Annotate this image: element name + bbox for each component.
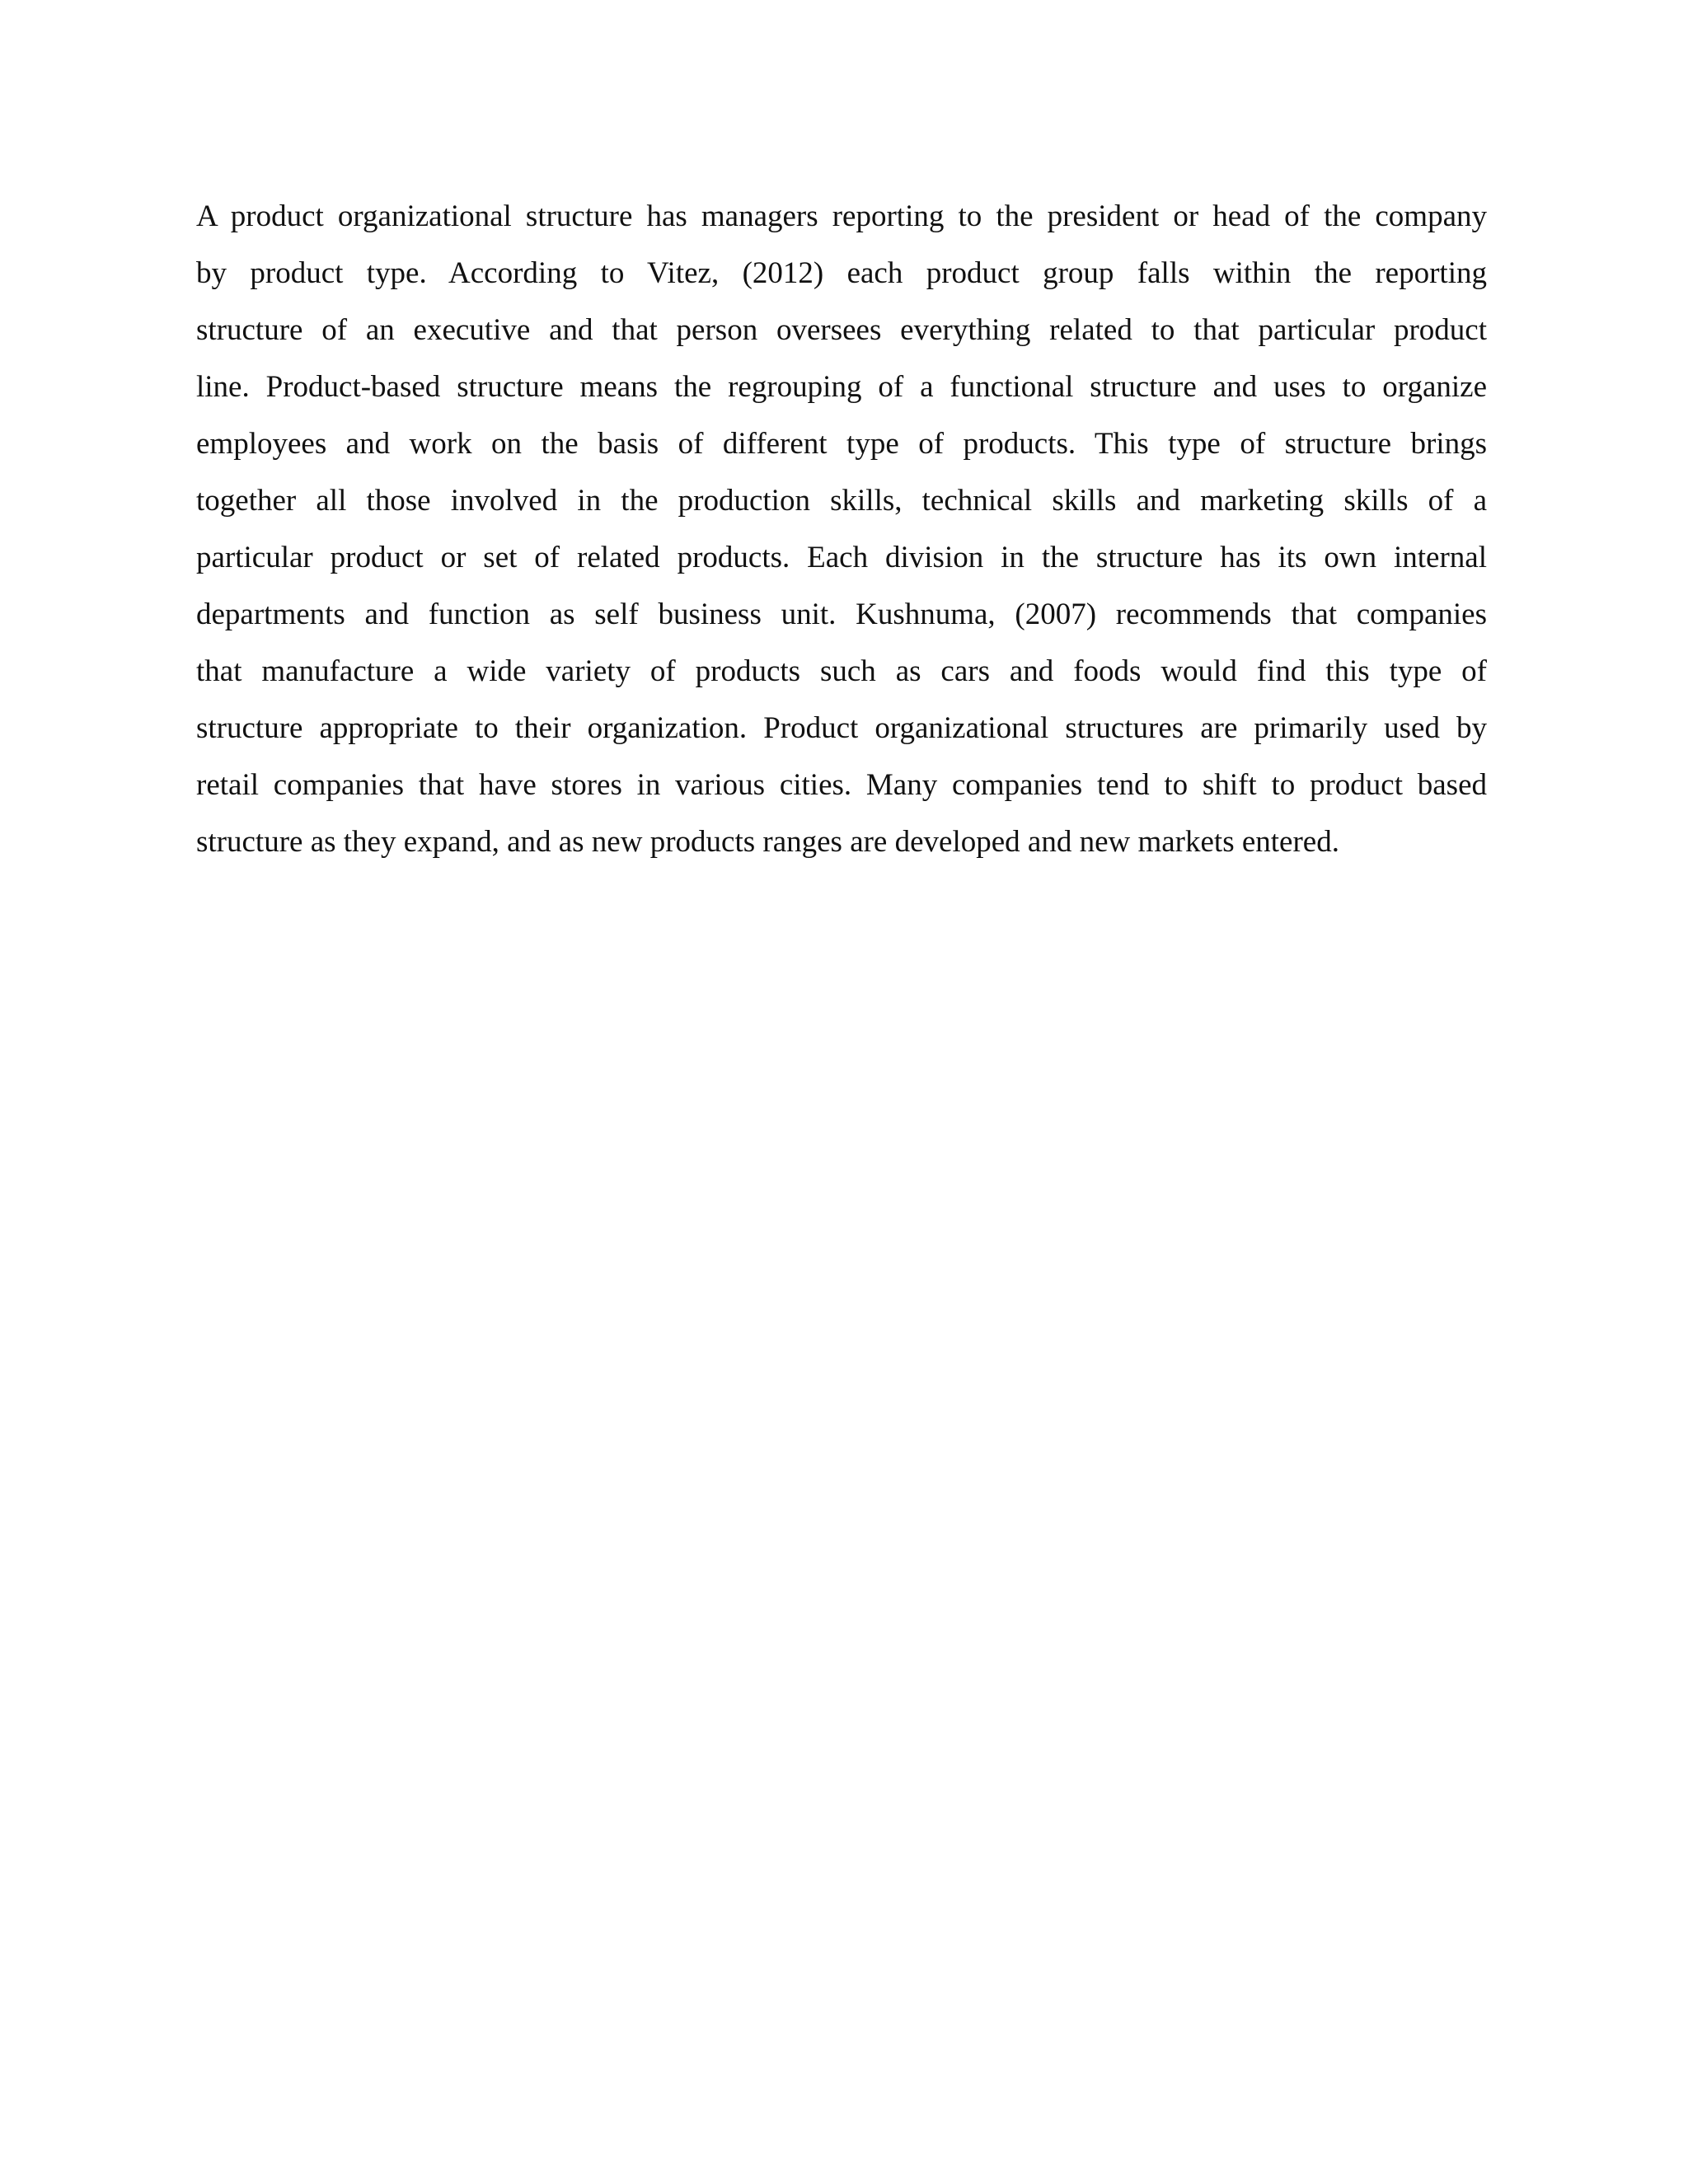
paragraph-line: line. Product-based structure means the regrouping of a functional structure and uses to organize [196,370,1487,404]
paragraph-line: structure appropriate to their organization. Product organizational structures are primarily used by [196,711,1487,745]
paragraph-line-last: structure as they expand, and as new products ranges are developed and new markets entered. [196,825,1339,859]
body-paragraph [196,188,1487,870]
paragraph-line: retail companies that have stores in various cities. Many companies tend to shift to product based [196,768,1487,802]
paragraph-line: structure of an executive and that person oversees everything related to that particular product [196,313,1487,347]
paragraph-line: that manufacture a wide variety of products such as cars and foods would find this type of [196,654,1487,688]
paragraph-line: departments and function as self business unit. Kushnuma, (2007) recommends that companies [196,598,1487,631]
paragraph-line: by product type. According to Vitez, (2012) each product group falls within the reporting [196,256,1487,290]
paragraph-line: particular product or set of related products. Each division in the structure has its own internal [196,541,1487,574]
paragraph-line: A product organizational structure has managers reporting to the president or head of the company [196,199,1487,233]
paragraph-line: together all those involved in the production skills, technical skills and marketing skills of a [196,484,1487,518]
paragraph-line: employees and work on the basis of different type of products. This type of structure brings [196,427,1487,461]
